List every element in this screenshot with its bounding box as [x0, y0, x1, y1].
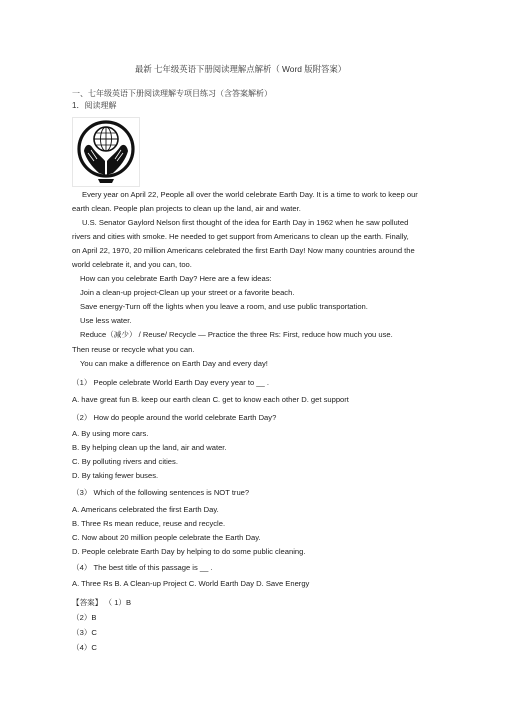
- passage-line: rivers and cities with smoke. He needed to get support from Americans to clean up the earth. Finally,: [72, 232, 409, 241]
- passage-line: Then reuse or recycle what you can.: [72, 345, 195, 354]
- question-option: A. By using more cars.: [72, 429, 149, 438]
- passage-line: Reduce（减少） / Reuse/ Recycle — Practice the three Rs: First, reduce how much you use.: [80, 330, 393, 339]
- question-stem: （4） The best title of this passage is __ .: [72, 563, 213, 572]
- question-stem: （1） People celebrate World Earth Day every year to __ .: [72, 378, 269, 387]
- question-option: D. By taking fewer buses.: [72, 471, 159, 480]
- passage-line: U.S. Senator Gaylord Nelson first thought of the idea for Earth Day in 1962 when he saw polluted: [82, 218, 409, 227]
- question-option: C. By polluting rivers and cities.: [72, 457, 178, 466]
- question-option: A. Three Rs B. A Clean-up Project C. World Earth Day D. Save Energy: [72, 579, 310, 588]
- answer-line: （3）C: [72, 628, 97, 637]
- question-option: C. Now about 20 million people celebrate the Earth Day.: [72, 533, 261, 542]
- question-option: A. have great fun B. keep our earth clean C. get to know each other D. get support: [72, 395, 349, 404]
- passage-line: You can make a difference on Earth Day and every day!: [80, 359, 268, 368]
- item-label: 1．阅读理解: [72, 101, 117, 110]
- question-stem: （2） How do people around the world celebrate Earth Day?: [72, 413, 277, 422]
- passage-line: How can you celebrate Earth Day? Here are a few ideas:: [80, 274, 272, 283]
- passage-line: world celebrate it, and you can, too.: [72, 260, 192, 269]
- section-heading: 一、七年级英语下册阅读理解专项目练习（含答案解析）: [72, 89, 272, 98]
- question-option: B. Three Rs mean reduce, reuse and recycle.: [72, 519, 226, 528]
- answer-line: 【答案】 （ 1）B: [72, 598, 132, 607]
- answer-line: （2）B: [72, 613, 97, 622]
- passage-line: Use less water.: [80, 316, 132, 325]
- document-title: 最新 七年级英语下册阅读理解点解析（ Word 版附答案）: [135, 64, 347, 74]
- question-option: B. By helping clean up the land, air and water.: [72, 443, 227, 452]
- passage-line: Join a clean-up project-Clean up your street or a favorite beach.: [80, 288, 295, 297]
- passage-line: Save energy-Turn off the lights when you leave a room, and use public transportation.: [80, 302, 368, 311]
- question-option: A. Americans celebrated the first Earth Day.: [72, 505, 219, 514]
- question-option: D. People celebrate Earth Day by helping to do some public cleaning.: [72, 547, 306, 556]
- passage-line: Every year on April 22, People all over the world celebrate Earth Day. It is a time to work to keep our: [82, 190, 418, 199]
- question-stem: （3） Which of the following sentences is NOT true?: [72, 488, 250, 497]
- earth-day-hands-globe-icon: [72, 117, 140, 187]
- passage-line: earth clean. People plan projects to clean up the land, air and water.: [72, 204, 301, 213]
- passage-line: on April 22, 1970, 20 million Americans celebrated the first Earth Day! Now many countries around the: [72, 246, 415, 255]
- answer-line: （4）C: [72, 643, 97, 652]
